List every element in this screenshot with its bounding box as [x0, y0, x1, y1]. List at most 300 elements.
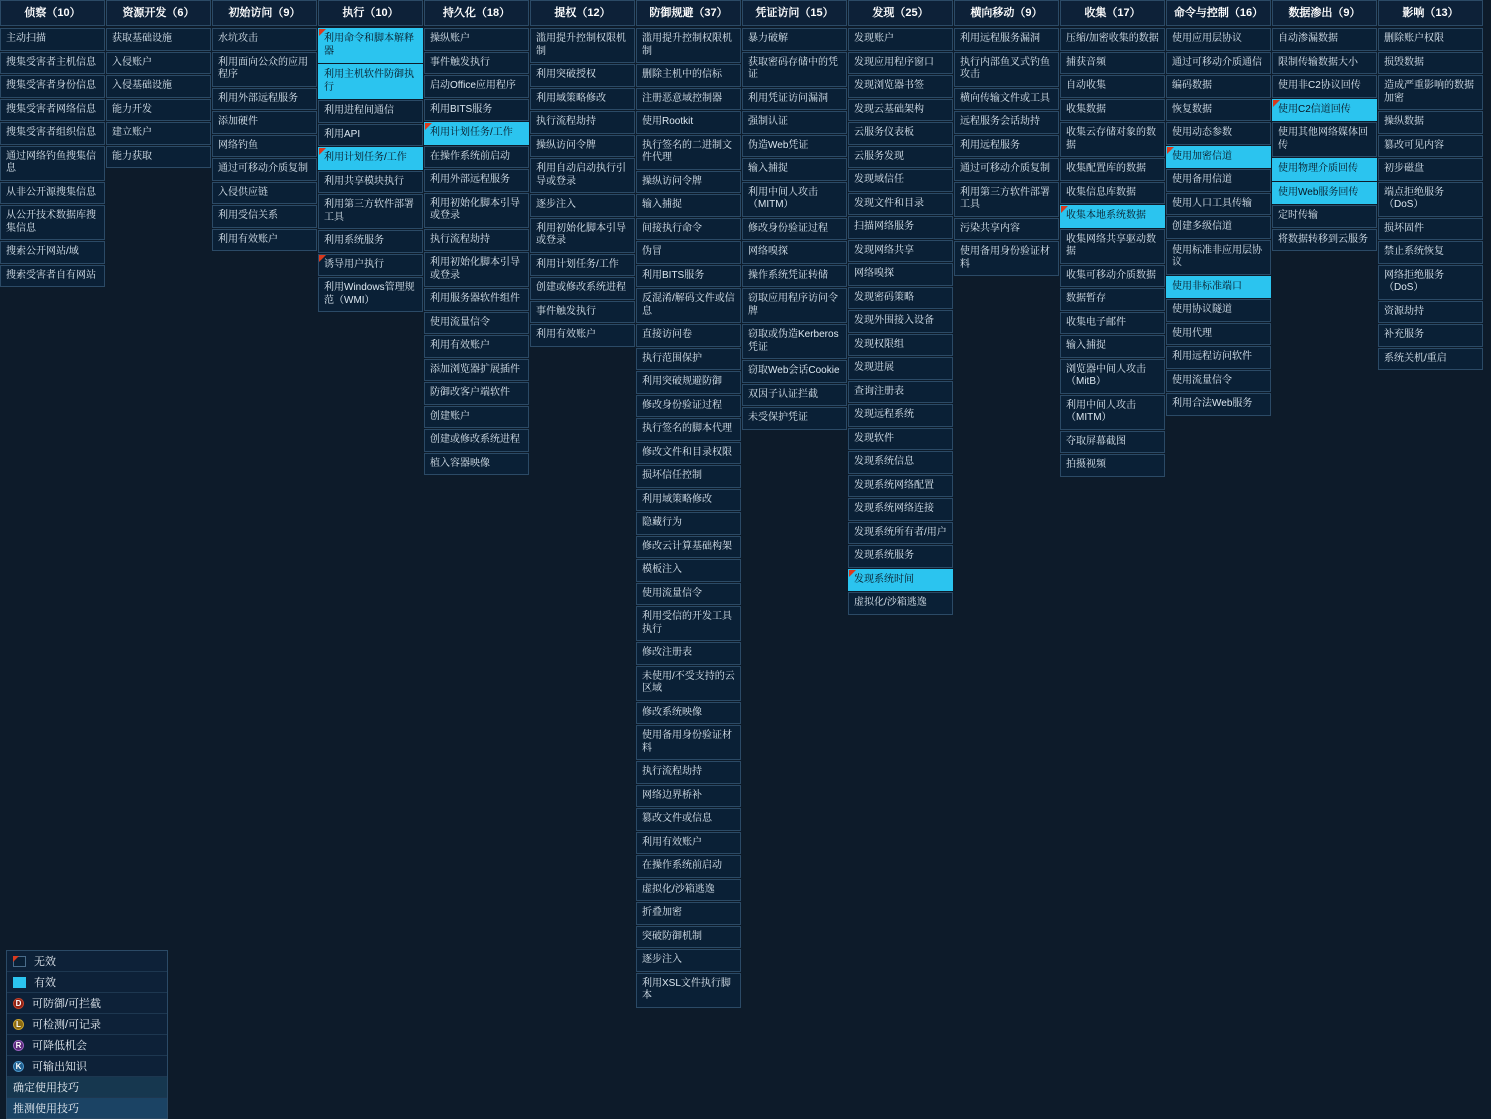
- detect-dot-icon: L: [13, 1019, 24, 1030]
- technique-cell[interactable]: [1272, 122, 1377, 157]
- technique-label: 伪冒: [642, 246, 662, 257]
- matrix-column: [424, 0, 529, 476]
- technique-cell[interactable]: [0, 146, 105, 181]
- column-cells: [1060, 28, 1165, 477]
- legend-label: 确定使用技巧: [13, 1082, 79, 1094]
- technique-cell[interactable]: [318, 230, 423, 253]
- column-header: 初始访问（9）: [212, 0, 317, 26]
- technique-label: 利用初始化脚本引导或登录: [430, 257, 520, 281]
- technique-label: 植入容器映像: [430, 457, 490, 469]
- technique-cell[interactable]: [1272, 158, 1377, 181]
- technique-label: 压缩/加密收集的数据: [1066, 33, 1159, 44]
- technique-cell[interactable]: [1060, 335, 1165, 358]
- technique-cell[interactable]: [1166, 28, 1271, 51]
- legend-label: 推测使用技巧: [13, 1103, 79, 1115]
- technique-cell[interactable]: [954, 88, 1059, 111]
- technique-cell[interactable]: [742, 218, 847, 241]
- technique-cell[interactable]: [954, 158, 1059, 181]
- technique-cell[interactable]: [1166, 370, 1271, 393]
- technique-cell[interactable]: [530, 254, 635, 277]
- technique-label: 发现进展: [854, 362, 894, 373]
- technique-label: 删除主机中的信标: [642, 69, 722, 80]
- technique-label: 利用进程间通信: [324, 105, 394, 116]
- technique-label: 利用XSL文件执行脚本: [642, 977, 731, 1001]
- technique-label: 网络嗅探: [854, 268, 894, 279]
- technique-cell[interactable]: [530, 135, 635, 158]
- technique-cell[interactable]: [106, 28, 211, 51]
- technique-cell[interactable]: [424, 169, 529, 192]
- technique-cell[interactable]: [742, 28, 847, 51]
- technique-cell[interactable]: [0, 205, 105, 240]
- technique-cell[interactable]: [1272, 28, 1377, 51]
- technique-cell[interactable]: [1060, 312, 1165, 335]
- technique-cell[interactable]: [1166, 146, 1271, 169]
- technique-cell[interactable]: [1378, 158, 1483, 181]
- technique-cell[interactable]: [1166, 216, 1271, 239]
- technique-cell[interactable]: [318, 194, 423, 229]
- technique-cell[interactable]: [742, 52, 847, 87]
- technique-cell[interactable]: [742, 88, 847, 111]
- technique-cell[interactable]: [742, 158, 847, 181]
- technique-cell[interactable]: [954, 111, 1059, 134]
- technique-label: 反混淆/解码文件或信息: [642, 293, 735, 317]
- technique-cell[interactable]: [424, 288, 529, 311]
- technique-cell[interactable]: [212, 158, 317, 181]
- technique-label: 事件触发执行: [536, 305, 596, 317]
- technique-cell[interactable]: [636, 88, 741, 111]
- technique-label: 获取密码存储中的凭证: [748, 56, 838, 80]
- technique-label: 入侵账户: [112, 56, 152, 68]
- reduce-dot-icon: R: [13, 1040, 24, 1051]
- technique-cell[interactable]: [1166, 99, 1271, 122]
- technique-cell[interactable]: [530, 218, 635, 253]
- technique-label: 能力获取: [112, 150, 152, 162]
- technique-cell[interactable]: [848, 146, 953, 169]
- technique-cell[interactable]: [424, 406, 529, 429]
- technique-cell[interactable]: [636, 265, 741, 288]
- technique-cell[interactable]: [848, 592, 953, 615]
- technique-cell[interactable]: [636, 725, 741, 760]
- technique-cell[interactable]: [530, 111, 635, 134]
- technique-cell[interactable]: [1060, 265, 1165, 288]
- column-header: 持久化（18）: [424, 0, 529, 26]
- technique-cell[interactable]: [636, 808, 741, 831]
- technique-cell[interactable]: [1060, 454, 1165, 477]
- technique-cell[interactable]: [1378, 182, 1483, 217]
- technique-label: 自动渗漏数据: [1278, 33, 1338, 44]
- technique-label: 收集网络共享驱动数据: [1066, 233, 1156, 257]
- technique-cell[interactable]: [1272, 182, 1377, 205]
- technique-cell[interactable]: [318, 124, 423, 147]
- technique-cell[interactable]: [212, 111, 317, 134]
- technique-cell[interactable]: [848, 498, 953, 521]
- technique-label: 查询注册表: [854, 385, 904, 397]
- technique-cell[interactable]: [636, 241, 741, 264]
- technique-cell[interactable]: [1166, 75, 1271, 98]
- technique-label: 使用人口工具传输: [1172, 197, 1252, 209]
- technique-label: 利用受信关系: [218, 210, 278, 221]
- technique-cell[interactable]: [848, 475, 953, 498]
- technique-cell[interactable]: [636, 135, 741, 170]
- technique-cell[interactable]: [636, 28, 741, 63]
- technique-label: 添加硬件: [218, 116, 258, 127]
- technique-cell[interactable]: [212, 52, 317, 87]
- technique-cell[interactable]: [848, 99, 953, 122]
- technique-cell[interactable]: [848, 545, 953, 568]
- column-cells: [424, 28, 529, 475]
- technique-cell[interactable]: [742, 135, 847, 158]
- technique-cell[interactable]: [1060, 122, 1165, 157]
- technique-cell[interactable]: [636, 171, 741, 194]
- technique-label: 利用第三方软件部署工具: [960, 186, 1050, 210]
- technique-cell[interactable]: [848, 75, 953, 98]
- technique-label: 逐步注入: [536, 199, 576, 210]
- technique-cell[interactable]: [318, 28, 423, 63]
- technique-cell[interactable]: [424, 146, 529, 169]
- technique-cell[interactable]: [1166, 393, 1271, 416]
- technique-label: 发现系统所有者/用户: [854, 526, 947, 538]
- technique-cell[interactable]: [1272, 205, 1377, 228]
- technique-label: 执行流程劫持: [642, 766, 702, 777]
- technique-cell[interactable]: [212, 88, 317, 111]
- technique-cell[interactable]: [1060, 288, 1165, 311]
- technique-cell[interactable]: [742, 265, 847, 288]
- legend-panel: [6, 950, 168, 1119]
- technique-cell[interactable]: [636, 855, 741, 878]
- technique-cell[interactable]: [212, 135, 317, 158]
- technique-label: 发现系统网络连接: [854, 503, 934, 514]
- technique-cell[interactable]: [424, 122, 529, 145]
- technique-cell[interactable]: [848, 287, 953, 310]
- technique-label: 注册恶意域控制器: [642, 92, 722, 104]
- technique-cell[interactable]: [636, 832, 741, 855]
- technique-cell[interactable]: [424, 312, 529, 335]
- technique-cell[interactable]: [636, 111, 741, 134]
- technique-cell[interactable]: [848, 193, 953, 216]
- technique-cell[interactable]: [1060, 75, 1165, 98]
- technique-label: 损毁数据: [1384, 56, 1424, 68]
- technique-cell[interactable]: [1166, 169, 1271, 192]
- technique-cell[interactable]: [0, 241, 105, 264]
- technique-cell[interactable]: [636, 973, 741, 1008]
- technique-cell[interactable]: [1378, 265, 1483, 300]
- technique-cell[interactable]: [848, 52, 953, 75]
- technique-label: 利用API: [324, 128, 361, 140]
- technique-cell[interactable]: [530, 158, 635, 193]
- column-header: 命令与控制（16）: [1166, 0, 1271, 26]
- technique-cell[interactable]: [0, 75, 105, 98]
- technique-cell[interactable]: [1060, 158, 1165, 181]
- technique-cell[interactable]: [742, 288, 847, 323]
- technique-label: 从公开技术数据库搜集信息: [6, 210, 96, 234]
- technique-cell[interactable]: [848, 310, 953, 333]
- technique-cell[interactable]: [1378, 111, 1483, 134]
- technique-label: 利用BITS服务: [642, 269, 705, 281]
- technique-label: 执行签名的二进制文件代理: [642, 139, 732, 163]
- technique-cell[interactable]: [424, 99, 529, 122]
- technique-cell[interactable]: [318, 277, 423, 312]
- technique-label: 夺取屏幕截图: [1066, 435, 1126, 447]
- technique-cell[interactable]: [530, 64, 635, 87]
- technique-cell[interactable]: [636, 489, 741, 512]
- technique-label: 使用标准非应用层协议: [1172, 244, 1262, 268]
- technique-cell[interactable]: [1060, 395, 1165, 430]
- technique-cell[interactable]: [1166, 276, 1271, 299]
- technique-label: 利用系统服务: [324, 235, 384, 246]
- technique-cell[interactable]: [1272, 75, 1377, 98]
- technique-cell[interactable]: [742, 111, 847, 134]
- technique-cell[interactable]: [1166, 323, 1271, 346]
- technique-cell[interactable]: [0, 99, 105, 122]
- technique-cell[interactable]: [636, 926, 741, 949]
- technique-cell[interactable]: [530, 324, 635, 347]
- technique-cell[interactable]: [530, 301, 635, 324]
- technique-cell[interactable]: [848, 357, 953, 380]
- technique-cell[interactable]: [1378, 301, 1483, 324]
- technique-cell[interactable]: [0, 122, 105, 145]
- technique-cell[interactable]: [318, 147, 423, 170]
- technique-cell[interactable]: [1060, 431, 1165, 454]
- technique-cell[interactable]: [636, 442, 741, 465]
- technique-cell[interactable]: [636, 879, 741, 902]
- technique-cell[interactable]: [1378, 135, 1483, 158]
- technique-label: 利用远程服务漏洞: [960, 33, 1040, 44]
- technique-cell[interactable]: [742, 324, 847, 359]
- technique-cell[interactable]: [106, 75, 211, 98]
- technique-cell[interactable]: [636, 536, 741, 559]
- technique-cell[interactable]: [636, 902, 741, 925]
- technique-cell[interactable]: [636, 288, 741, 323]
- technique-cell[interactable]: [848, 522, 953, 545]
- technique-cell[interactable]: [636, 218, 741, 241]
- technique-cell[interactable]: [636, 371, 741, 394]
- technique-cell[interactable]: [106, 122, 211, 145]
- column-header: 影响（13）: [1378, 0, 1483, 26]
- technique-cell[interactable]: [318, 254, 423, 277]
- technique-cell[interactable]: [1378, 218, 1483, 241]
- technique-cell[interactable]: [424, 429, 529, 452]
- technique-label: 获取基础设施: [112, 33, 172, 44]
- technique-label: 利用计划任务/工作: [536, 258, 619, 270]
- column-header: 防御规避（37）: [636, 0, 741, 26]
- technique-label: 利用Windows管理规范（WMI）: [324, 282, 415, 306]
- technique-cell[interactable]: [1060, 182, 1165, 205]
- technique-cell[interactable]: [424, 252, 529, 287]
- technique-label: 修改注册表: [642, 647, 692, 658]
- technique-label: 使用物理介质回传: [1278, 163, 1358, 174]
- technique-cell[interactable]: [954, 182, 1059, 217]
- technique-label: 执行签名的脚本代理: [642, 423, 732, 434]
- technique-cell[interactable]: [636, 761, 741, 784]
- column-cells: [530, 28, 635, 347]
- technique-label: 使用流量信令: [642, 587, 702, 599]
- technique-cell[interactable]: [636, 465, 741, 488]
- technique-label: 利用凭证访问漏洞: [748, 92, 828, 104]
- technique-cell[interactable]: [212, 229, 317, 252]
- technique-cell[interactable]: [636, 512, 741, 535]
- legend-label: 可降低机会: [32, 1040, 87, 1052]
- technique-cell[interactable]: [1060, 99, 1165, 122]
- technique-cell[interactable]: [424, 453, 529, 476]
- technique-cell[interactable]: [1272, 229, 1377, 252]
- technique-label: 发现系统信息: [854, 456, 914, 467]
- technique-label: 利用有效账户: [642, 836, 702, 848]
- technique-label: 搜集受害者网络信息: [6, 103, 96, 115]
- technique-cell[interactable]: [636, 785, 741, 808]
- technique-cell[interactable]: [1166, 193, 1271, 216]
- legend-item-detect: [7, 1014, 167, 1035]
- technique-cell[interactable]: [1060, 229, 1165, 264]
- matrix-column: [1272, 0, 1377, 252]
- technique-cell[interactable]: [742, 384, 847, 407]
- technique-cell[interactable]: [848, 381, 953, 404]
- technique-cell[interactable]: [1272, 99, 1377, 122]
- technique-cell[interactable]: [848, 451, 953, 474]
- technique-cell[interactable]: [530, 88, 635, 111]
- technique-cell[interactable]: [1166, 52, 1271, 75]
- technique-cell[interactable]: [424, 52, 529, 75]
- technique-cell[interactable]: [636, 418, 741, 441]
- technique-cell[interactable]: [954, 218, 1059, 241]
- technique-cell[interactable]: [106, 99, 211, 122]
- column-header: 执行（10）: [318, 0, 423, 26]
- technique-cell[interactable]: [636, 583, 741, 606]
- technique-cell[interactable]: [424, 28, 529, 51]
- technique-cell[interactable]: [424, 359, 529, 382]
- technique-label: 限制传输数据大小: [1278, 56, 1358, 68]
- technique-cell[interactable]: [848, 428, 953, 451]
- technique-label: 利用远程服务: [960, 139, 1020, 151]
- technique-label: 使用Web服务回传: [1278, 186, 1359, 198]
- technique-cell[interactable]: [848, 240, 953, 263]
- technique-cell[interactable]: [424, 229, 529, 252]
- technique-label: 利用服务器软件组件: [430, 293, 520, 304]
- technique-cell[interactable]: [1060, 52, 1165, 75]
- legend-label: 无效: [34, 956, 56, 968]
- technique-label: 能力开发: [112, 103, 152, 115]
- technique-cell[interactable]: [848, 28, 953, 51]
- technique-cell[interactable]: [0, 265, 105, 288]
- technique-cell[interactable]: [1060, 205, 1165, 228]
- technique-cell[interactable]: [1166, 346, 1271, 369]
- technique-cell[interactable]: [742, 182, 847, 217]
- technique-cell[interactable]: [954, 135, 1059, 158]
- technique-cell[interactable]: [530, 28, 635, 63]
- technique-cell[interactable]: [954, 28, 1059, 51]
- technique-cell[interactable]: [636, 395, 741, 418]
- technique-cell[interactable]: [742, 407, 847, 430]
- technique-cell[interactable]: [954, 52, 1059, 87]
- technique-cell[interactable]: [424, 193, 529, 228]
- technique-cell[interactable]: [530, 277, 635, 300]
- technique-cell[interactable]: [424, 382, 529, 405]
- technique-label: 污染共享内容: [960, 222, 1020, 234]
- technique-cell[interactable]: [636, 666, 741, 701]
- technique-cell[interactable]: [424, 335, 529, 358]
- legend-label: 可防御/可拦截: [32, 998, 102, 1010]
- technique-cell[interactable]: [848, 404, 953, 427]
- technique-label: 滥用提升控制权限机制: [536, 33, 626, 57]
- technique-cell[interactable]: [1166, 299, 1271, 322]
- legend-item-knowledge: [7, 1056, 167, 1077]
- technique-label: 启动Office应用程序: [430, 80, 516, 91]
- technique-cell[interactable]: [848, 216, 953, 239]
- technique-label: 收集本地系统数据: [1066, 210, 1146, 221]
- technique-cell[interactable]: [848, 122, 953, 145]
- technique-cell[interactable]: [318, 171, 423, 194]
- technique-cell[interactable]: [106, 52, 211, 75]
- technique-cell[interactable]: [318, 100, 423, 123]
- technique-label: 发现域信任: [854, 174, 904, 185]
- technique-label: 禁止系统恢复: [1384, 246, 1444, 257]
- technique-cell[interactable]: [1378, 52, 1483, 75]
- technique-label: 发现文件和目录: [854, 197, 924, 209]
- technique-cell[interactable]: [636, 949, 741, 972]
- technique-cell[interactable]: [636, 348, 741, 371]
- technique-cell[interactable]: [636, 642, 741, 665]
- technique-cell[interactable]: [636, 64, 741, 87]
- technique-label: 利用中间人攻击（MITM）: [748, 186, 818, 210]
- technique-cell[interactable]: [1378, 75, 1483, 110]
- technique-cell[interactable]: [636, 606, 741, 641]
- technique-cell[interactable]: [848, 263, 953, 286]
- technique-cell[interactable]: [0, 52, 105, 75]
- technique-cell[interactable]: [1378, 28, 1483, 51]
- technique-cell[interactable]: [0, 28, 105, 51]
- technique-cell[interactable]: [212, 205, 317, 228]
- technique-label: 从非公开源搜集信息: [6, 186, 96, 198]
- technique-cell[interactable]: [742, 360, 847, 383]
- technique-cell[interactable]: [106, 146, 211, 169]
- technique-cell[interactable]: [1272, 52, 1377, 75]
- technique-label: 水坑攻击: [218, 33, 258, 44]
- technique-cell[interactable]: [530, 194, 635, 217]
- technique-cell[interactable]: [1060, 28, 1165, 51]
- technique-label: 窃取Web会话Cookie: [748, 365, 840, 376]
- technique-cell[interactable]: [848, 169, 953, 192]
- technique-cell[interactable]: [1166, 240, 1271, 275]
- technique-cell[interactable]: [424, 75, 529, 98]
- technique-cell[interactable]: [742, 241, 847, 264]
- technique-cell[interactable]: [1378, 324, 1483, 347]
- matrix-column: [212, 0, 317, 252]
- column-header: 资源开发（6）: [106, 0, 211, 26]
- technique-cell[interactable]: [848, 569, 953, 592]
- technique-cell[interactable]: [1378, 241, 1483, 264]
- technique-cell[interactable]: [212, 28, 317, 51]
- technique-label: 发现系统网络配置: [854, 479, 934, 491]
- technique-cell[interactable]: [1060, 359, 1165, 394]
- technique-cell[interactable]: [636, 559, 741, 582]
- technique-cell[interactable]: [636, 194, 741, 217]
- technique-cell[interactable]: [1378, 348, 1483, 371]
- technique-label: 防御改客户端软件: [430, 387, 510, 398]
- technique-label: 使用代理: [1172, 327, 1212, 339]
- technique-cell[interactable]: [318, 64, 423, 99]
- legend-item-invalid: [7, 951, 167, 972]
- technique-label: 资源劫持: [1384, 305, 1424, 317]
- technique-cell[interactable]: [636, 702, 741, 725]
- technique-cell[interactable]: [0, 182, 105, 205]
- technique-cell[interactable]: [1166, 122, 1271, 145]
- technique-cell[interactable]: [636, 324, 741, 347]
- technique-cell[interactable]: [954, 241, 1059, 276]
- technique-label: 事件触发执行: [430, 56, 490, 68]
- technique-label: 利用突破规避防御: [642, 376, 722, 387]
- technique-cell[interactable]: [848, 334, 953, 357]
- technique-label: 利用第三方软件部署工具: [324, 199, 414, 223]
- technique-cell[interactable]: [212, 182, 317, 205]
